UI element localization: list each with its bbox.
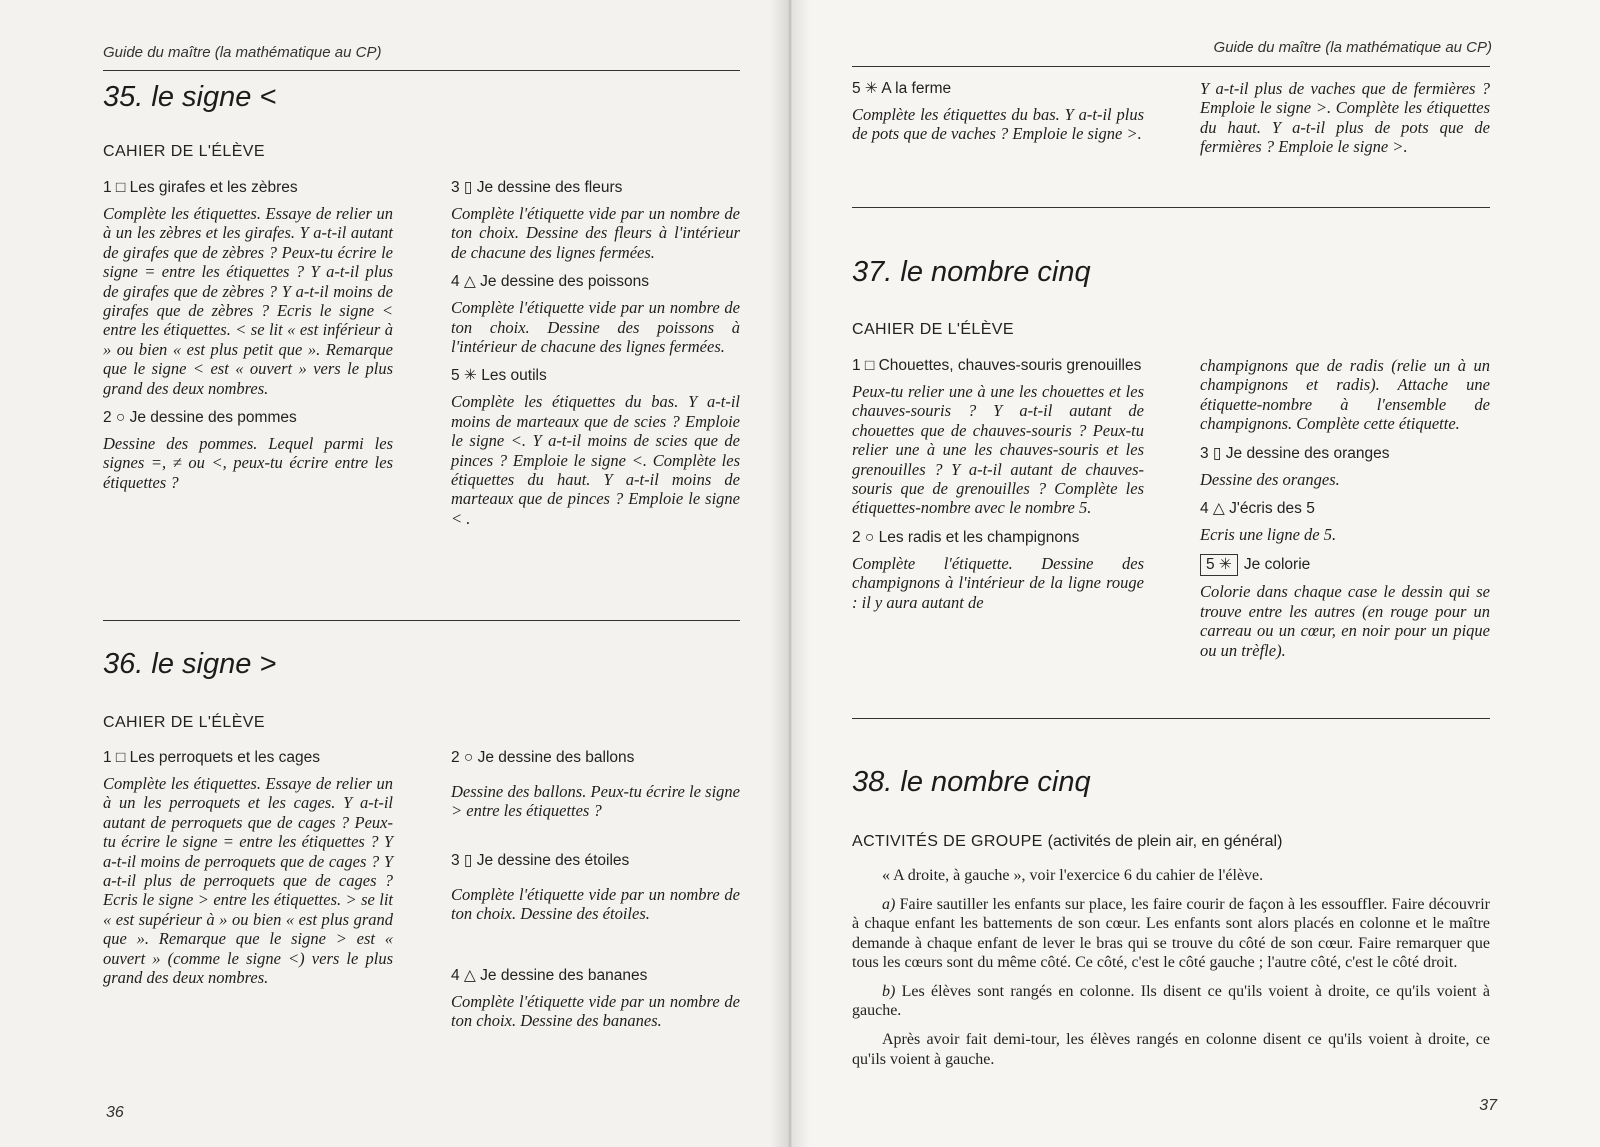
section-38-p2-label: a) (882, 896, 896, 914)
ex-37-4-title: 4 △ J'écris des 5 (1200, 500, 1315, 518)
section-rule (103, 620, 740, 621)
page-header: Guide du maître (la mathématique au CP) (103, 44, 382, 61)
section-36-title: 36. le signe > (103, 648, 277, 680)
ex-36-4-title: 4 △ Je dessine des bananes (451, 966, 648, 984)
ex-36-1-title: 1 □ Les perroquets et les cages (103, 749, 321, 766)
ex-35-2-title: 2 ○ Je dessine des pommes (103, 409, 297, 427)
section-37-subtitle: CAHIER DE L'ÉLÈVE (852, 321, 1014, 338)
section-38-subtitle-note: (activités de plein air, en général) (1047, 833, 1283, 850)
section-37-col-left (852, 356, 1144, 612)
page-header: Guide du maître (la mathématique au CP) (1213, 39, 1492, 56)
section-38-p3-label: b) (882, 983, 896, 1001)
ex-37-1-text: Peux-tu relier une à une les chouettes et les chauves-souris ? Y a-t-il autant de chouettes que de chauves-souris ? Peux-tu relier une à une les chauves-souris et les grenouilles ? Y a-t-il autant de chauves-souris que de grenouilles ? Complète les étiquettes-nombre avec le nombre 5. (852, 382, 1144, 518)
section-38-subtitle: ACTIVITÉS DE GROUPE (852, 833, 1043, 850)
section-35-col-right (451, 178, 740, 528)
book-gutter (770, 0, 810, 1147)
ex-37-5-title-row (1200, 554, 1490, 576)
ex-35-1-title: 1 □ Les girafes et les zèbres (103, 179, 298, 196)
ex-37-5-text: Colorie dans chaque case le dessin qui se trouve entre les autres (en rouge pour un carreau ou un cœur, en noir pour un pique ou un trèfle). (1200, 582, 1490, 660)
section-38-p2: Faire sautiller les enfants sur place, les faire courir de façon à les essouffler. Faire découvrir à chaque enfant les battements de son cœur. Les enfants sont alors placés en colonne et le maître demande à chaque enfant de lever le bras qui se trouve du côté de son cœur. Faire remarquer que tous les cœurs sont du même côté. Ce côté, c'est le côté gauche ; l'autre côté, c'est le côté droit. (852, 896, 1491, 971)
top-ex5-col-right (1200, 79, 1490, 157)
section-38-body (852, 866, 1490, 1069)
header-rule (103, 70, 740, 71)
ex-35-1-text: Complète les étiquettes. Essaye de relier un à un les zèbres et les girafes. Y a-t-il autant de girafes que de zèbres ? Peux-tu écrire le signe = entre les étiquettes ? Y a-t-il plus de girafes que de zèbres ? Y a-t-il moins de girafes que de zèbres ? Ecris le signe < entre les étiquettes. < se lit « est inférieur à » ou bien « est plus petit que ». Remarque que le signe < est « ouvert » vers le plus grand des deux nombres. (103, 204, 393, 398)
right-page (790, 0, 1600, 1147)
ex-37-2-text: Complète l'étiquette. Dessine des champignons à l'intérieur de la ligne rouge : il y aura autant de (852, 553, 1144, 612)
ex-35-3-title: 3 ▯ Je dessine des fleurs (451, 179, 623, 196)
ex-36-2-title: 2 ○ Je dessine des ballons (451, 749, 635, 766)
top-ex5-text-left: Complète les étiquettes du bas. Y a-t-il plus de pots que de vaches ? Emploie le signe >. (852, 105, 1144, 144)
ex-35-2-text: Dessine des pommes. Lequel parmi les signes =, ≠ ou <, peux-tu écrire entre les étiquettes ? (103, 434, 393, 492)
section-38-p3-block (852, 982, 1490, 1020)
section-38-title: 38. le nombre cinq (852, 766, 1091, 798)
section-38-subtitle-row (852, 833, 1282, 851)
ex-36-2-text: Dessine des ballons. Peux-tu écrire le signe > entre les étiquettes ? (451, 782, 740, 821)
section-36-col-left (103, 748, 393, 987)
section-38-p4: Après avoir fait demi-tour, les élèves rangés en colonne disent ce qu'ils voient à droite, ce qu'ils voient à gauche. (852, 1031, 1490, 1068)
ex-36-3-title: 3 ▯ Je dessine des étoiles (451, 851, 630, 869)
section-38-p3: Les élèves sont rangés en colonne. Ils disent ce qu'ils voient à droite, ce qu'ils voient à gauche. (852, 983, 1491, 1020)
ex-37-4-text: Ecris une ligne de 5. (1200, 525, 1337, 545)
ex-37-2-title: 2 ○ Les radis et les champignons (852, 528, 1080, 546)
ex-36-4-text: Complète l'étiquette vide par un nombre de ton choix. Dessine des bananes. (451, 991, 740, 1031)
section-35-title: 35. le signe < (103, 81, 277, 113)
header-rule (852, 66, 1490, 67)
ex-37-3-text: Dessine des oranges. (1200, 469, 1340, 489)
ex-37-5-title: Je colorie (1243, 556, 1311, 574)
ex-35-4-title: 4 △ Je dessine des poissons (451, 273, 650, 291)
section-36-col-right (451, 748, 740, 1030)
section-37-col-right (1200, 356, 1490, 660)
top-ex5-text-right: Y a-t-il plus de vaches que de fermières ? Emploie le signe >. Complète les étiquettes du haut. Y a-t-il plus de pots que de fermières ? Emploie le signe >. (1200, 79, 1490, 157)
ex-35-5-text: Complète les étiquettes du bas. Y a-t-il moins de marteaux que de scies ? Emploie le signe <. Y a-t-il moins de scies que de pinces ? Emploie le signe <. Complète les étiquettes du haut. Y a-t-il moins de marteaux que de pinces ? Emploie le signe < . (451, 392, 740, 528)
page-number: 36 (106, 1104, 124, 1121)
ex-37-3-title: 3 ▯ Je dessine des oranges (1200, 444, 1390, 462)
ex-37-5-number-box: 5 ✳ (1200, 554, 1238, 576)
ex-35-5-title: 5 ✳ Les outils (451, 367, 547, 385)
top-ex5-col-left (852, 79, 1144, 144)
ex-37-1-title: 1 □ Chouettes, chauves-souris grenouilles (852, 357, 1142, 374)
section-37-title: 37. le nombre cinq (852, 256, 1091, 288)
ex-37-2-text-cont: champignons que de radis (relie un à un champignons et radis). Attache une étiquette-nombre à l'ensemble de champignons. Complète cette étiquette. (1200, 356, 1490, 434)
left-page (0, 0, 790, 1147)
ex-35-3-text: Complète l'étiquette vide par un nombre de ton choix. Dessine des fleurs à l'intérieur de chacune des lignes fermées. (451, 204, 740, 262)
section-rule (852, 207, 1490, 208)
page-number: 37 (1479, 1097, 1497, 1114)
top-ex5-title: 5 ✳ A la ferme (852, 80, 952, 97)
section-35-subtitle: CAHIER DE L'ÉLÈVE (103, 143, 265, 160)
ex-35-4-text: Complète l'étiquette vide par un nombre de ton choix. Dessine des poissons à l'intérieur de chacune des lignes fermées. (451, 298, 740, 357)
section-38-p2-block (852, 895, 1490, 972)
section-36-subtitle: CAHIER DE L'ÉLÈVE (103, 714, 265, 731)
ex-36-1-text: Complète les étiquettes. Essaye de relier un à un les perroquets et les cages. Y a-t-il autant de perroquets que de cages ? Peux-tu écrire le signe = entre les étiquettes ? Y a-t-il moins de perroquets que de cages ? Y a-t-il plus de perroquets que de cages ? Ecris le signe > entre les étiquettes. > se lit « est supérieur à » ou bien « est plus grand que ». Remarque que le signe > est « ouvert » (comme le signe <) vers le plus grand des deux nombres. (103, 774, 393, 988)
section-35-col-left (103, 178, 393, 492)
section-rule (852, 718, 1490, 719)
ex-36-3-text: Complète l'étiquette vide par un nombre de ton choix. Dessine des étoiles. (451, 884, 740, 924)
section-38-p1: « A droite, à gauche », voir l'exercice 6 du cahier de l'élève. (882, 867, 1264, 884)
